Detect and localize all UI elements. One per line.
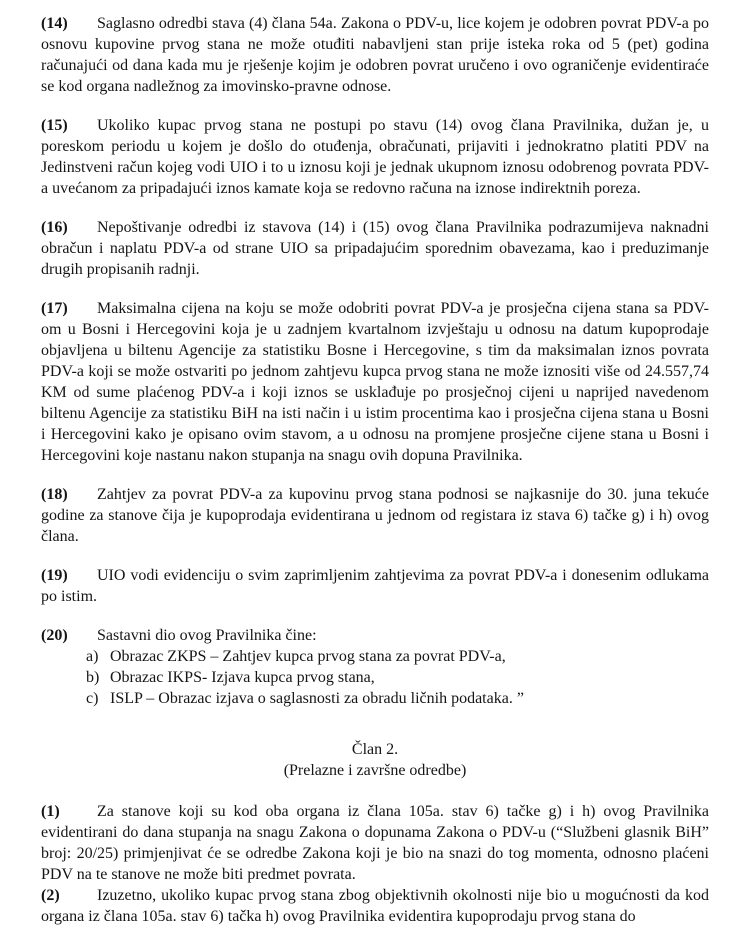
list-item-a-marker: a) <box>86 648 99 665</box>
paragraph-19 <box>41 565 709 607</box>
list-item-a-text: Obrazac ZKPS – Zahtjev kupca prvog stana za povrat PDV-a, <box>110 648 506 665</box>
paragraph-14 <box>41 13 709 97</box>
paragraph-17-text: Maksimalna cijena na koju se može odobriti povrat PDV-a je prosječna cijena stana sa PDV-om u Bosni i Hercegovini koja je u zadnjem kvartalnom izvještaju u odnosu na datum kupoprodaje objavljena u biltenu Agencije za statistiku Bosne i Hercegovine, s tim da maksimalan iznos povrata PDV-a koji se može ostvariti po jednom zahtjevu kupca prvog stana ne može iznositi više od 24.557,74 KM od sume plaćenog PDV-a i koji iznos se usklađuje po prosječnoj cijeni u naprijed navedenom biltenu Agencije za statistiku BiH na isti način i u istim procentima kao i prosječna cijena stana u Bosni i Hercegovini kako je opisano ovim stavom, a u odnosu na promjene prosječne cijene stana u Bosni i Hercegovini koje nastanu nakon stupanja na snagu ovih dopuna Pravilnika. <box>41 300 709 464</box>
paragraph-17-number: (17) <box>41 300 68 317</box>
paragraph-20-number: (20) <box>41 627 68 644</box>
paragraph-18-text: Zahtjev za povrat PDV-a za kupovinu prvog stana podnosi se najkasnije do 30. juna tekuće godine za stanove čija je kupoprodaja evidentirana u jednom od registara iz stava 6) tačke g) i h) ovog člana. <box>41 486 709 545</box>
paragraph-17 <box>41 298 709 466</box>
list-item-c-text: ISLP – Obrazac izjava o saglasnosti za obradu ličnih podataka. ” <box>110 690 524 707</box>
article-heading-block <box>41 739 709 781</box>
list-item-b <box>86 667 709 688</box>
list-item-a <box>86 646 709 667</box>
paragraph-1-text: Za stanove koji su kod oba organa iz člana 105a. stav 6) tačke g) i h) ovog Pravilnika evidentirani do dana stupanja na snagu Zakona o dopunama Zakona o PDV-u (“Službeni glasnik BiH” broj: 20/25) primjenjivat će se odredbe Zakona koji je bio na snazi do tog momenta, odnosno plaćeni PDV na te stanove ne može biti predmet povrata. <box>41 803 709 883</box>
list-item-b-marker: b) <box>86 669 100 686</box>
paragraph-18 <box>41 484 709 547</box>
paragraph-20-text: Sastavni dio ovog Pravilnika čine: <box>97 627 317 644</box>
article-heading: Član 2. <box>351 741 399 758</box>
paragraph-14-text: Saglasno odredbi stava (4) člana 54a. Zakona o PDV-u, lice kojem je odobren povrat PDV-a po osnovu kupovine prvog stana ne može otuđiti nabavljeni stan prije isteka roka od 5 (pet) godina računajući od dana kada mu je rješenje kojim je odobren povrat uručeno i ovo ograničenje evidentiraće se kod organa nadležnog za imovinsko-pravne odnose. <box>41 15 709 95</box>
paragraph-15-text: Ukoliko kupac prvog stana ne postupi po stavu (14) ovog člana Pravilnika, dužan je, u poreskom periodu u kojem je došlo do otuđenja, obračunati, prijaviti i jednokratno platiti PDV na Jedinstveni račun kojeg vodi UIO i to u iznosu koji je jednak ukupnom iznosu odobrenog povrata PDV-a uvećanom za pripadajući iznos kamate koja se redovno računa na iznose indirektnih poreza. <box>41 117 709 197</box>
paragraph-16-number: (16) <box>41 219 68 236</box>
list-item-c <box>86 688 709 709</box>
paragraph-2 <box>41 885 709 927</box>
paragraph-2-text: Izuzetno, ukoliko kupac prvog stana zbog objektivnih okolnosti nije bio u mogućnosti da kod organa iz člana 105a. stav 6) tačka h) ovog Pravilnika evidentira kupoprodaju prvog stana do <box>41 887 709 925</box>
paragraph-19-text: UIO vodi evidenciju o svim zaprimljenim zahtjevima za povrat PDV-a i donesenim odlukama po istim. <box>41 567 709 605</box>
paragraph-2-number: (2) <box>41 887 60 904</box>
list-item-c-marker: c) <box>86 690 99 707</box>
paragraph-16-text: Nepoštivanje odredbi iz stavova (14) i (15) ovog člana Pravilnika podrazumijeva naknadni obračun i naplatu PDV-a od strane UIO sa pripadajućim sporednim obavezama, kao i preduzimanje drugih propisanih radnji. <box>41 219 709 278</box>
paragraph-20-list <box>41 646 709 709</box>
paragraph-19-number: (19) <box>41 567 68 584</box>
paragraph-1-number: (1) <box>41 803 60 820</box>
paragraph-20 <box>41 625 709 646</box>
paragraph-18-number: (18) <box>41 486 68 503</box>
article-subheading: (Prelazne i završne odredbe) <box>283 762 467 779</box>
paragraph-14-number: (14) <box>41 15 68 32</box>
paragraph-1 <box>41 801 709 885</box>
paragraph-16 <box>41 217 709 280</box>
list-item-b-text: Obrazac IKPS- Izjava kupca prvog stana, <box>110 669 375 686</box>
paragraph-15 <box>41 115 709 199</box>
paragraph-15-number: (15) <box>41 117 68 134</box>
